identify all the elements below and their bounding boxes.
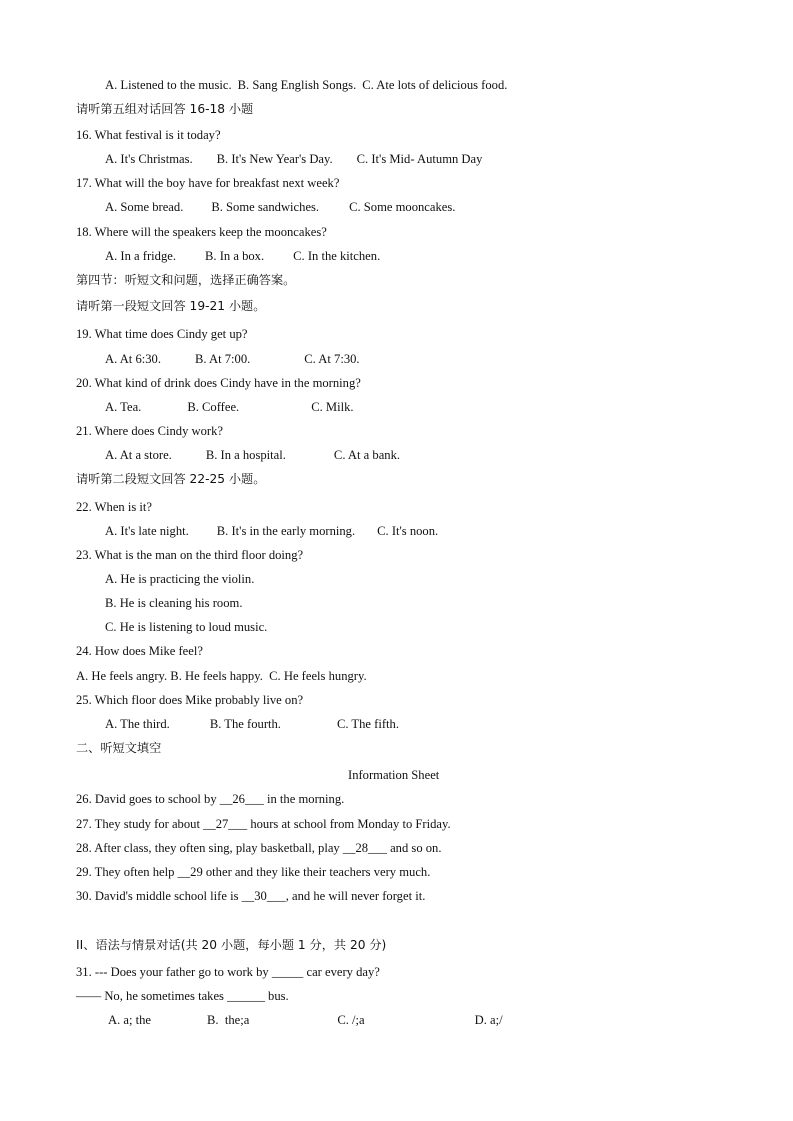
text-segment: __29 [177, 865, 203, 879]
text-segment: A. It's Christmas. [105, 152, 193, 166]
text-segment: 31. --- Does your father go to work by _____ car every day? [76, 965, 380, 979]
text-line [76, 127, 221, 143]
text-segment: C. Ate lots of delicious food. [362, 78, 508, 92]
text-segment: and so on. [386, 841, 442, 855]
text-segment: 第四节：听短文和问题，选择正确答案。 [76, 273, 296, 287]
text-segment: 27. They study for about [76, 817, 204, 831]
text-segment: 16. What festival is it today? [76, 128, 221, 142]
text-segment: A. He feels angry. B. He feels happy. C. He feels hungry. [76, 669, 367, 683]
text-segment: 29. They often help [76, 865, 178, 879]
text-line [76, 272, 295, 288]
text-segment: 24. How does Mike feel? [76, 644, 203, 658]
text-line [76, 298, 265, 314]
text-segment: C. It's noon. [377, 524, 439, 538]
text-line [76, 937, 386, 953]
text-segment: B. At 7:00. [194, 352, 251, 366]
text-line [76, 499, 152, 515]
text-segment: , and he will never forget it. [285, 889, 426, 903]
text-line [76, 740, 161, 756]
text-line [105, 619, 267, 635]
text-line [105, 248, 380, 264]
text-segment: A. He is practicing the violin. [105, 572, 255, 586]
text-segment: 21. Where does Cindy work? [76, 424, 224, 438]
text-line [76, 375, 361, 391]
text-line [105, 77, 507, 93]
text-line [76, 988, 289, 1004]
text-segment: B. He is cleaning his room. [105, 596, 243, 610]
text-segment: 26. David goes to school by [76, 792, 220, 806]
text-line [76, 864, 430, 880]
text-segment: C. /;a [337, 1013, 365, 1027]
text-line [105, 399, 354, 415]
text-segment: 二、听短文填空 [76, 741, 162, 755]
text-segment: 17. What will the boy have for breakfast next week? [76, 176, 340, 190]
text-line [76, 175, 339, 191]
text-segment: __27___ [203, 817, 248, 831]
text-line [105, 447, 400, 463]
text-line [105, 523, 438, 539]
text-segment: B. It's in the early morning. [216, 524, 356, 538]
text-line [76, 547, 303, 563]
text-segment: 23. What is the man on the third floor doing? [76, 548, 304, 562]
text-segment: A. Tea. [105, 400, 142, 414]
text-line [105, 199, 455, 215]
text-line [108, 1012, 503, 1028]
text-segment: B. Sang English Songs. [237, 78, 357, 92]
text-segment: __28___ [342, 841, 387, 855]
text-segment: A. Listened to the music. [105, 78, 232, 92]
text-line [76, 668, 367, 684]
text-segment: C. It's Mid- Autumn Day [356, 152, 483, 166]
text-segment: B. In a hospital. [205, 448, 286, 462]
text-line [76, 471, 265, 487]
text-segment: A. At 6:30. [105, 352, 161, 366]
text-segment: 30. David's middle school life is [76, 889, 242, 903]
text-segment: B. It's New Year's Day. [216, 152, 333, 166]
text-segment: C. Milk. [311, 400, 354, 414]
text-segment: A. Some bread. [105, 200, 184, 214]
text-line [105, 571, 254, 587]
text-segment: C. Some mooncakes. [349, 200, 456, 214]
text-segment: 请听第二段短文回答 22-25 小题。 [76, 472, 266, 486]
text-segment: __26___ [219, 792, 264, 806]
text-line [76, 816, 451, 832]
text-line [76, 888, 425, 904]
text-line [105, 151, 482, 167]
text-segment: C. At a bank. [333, 448, 401, 462]
text-segment: 请听第五组对话回答 16-18 小题 [76, 102, 254, 116]
text-segment: other and they like their teachers very much. [202, 865, 431, 879]
text-segment: —— No, he sometimes takes ______ bus. [76, 989, 289, 1003]
text-segment: 18. Where will the speakers keep the mooncakes? [76, 225, 327, 239]
text-segment: B. the;a [207, 1013, 250, 1027]
text-segment: __30___ [241, 889, 286, 903]
text-line [76, 643, 203, 659]
text-line [105, 351, 360, 367]
text-segment: Information Sheet [348, 768, 440, 782]
text-segment: B. Some sandwiches. [211, 200, 320, 214]
text-segment: 25. Which floor does Mike probably live on? [76, 693, 304, 707]
text-line [76, 326, 248, 342]
text-segment: 28. After class, they often sing, play basketball, play [76, 841, 343, 855]
text-segment: C. He is listening to loud music. [105, 620, 268, 634]
text-segment: D. a;/ [474, 1013, 503, 1027]
text-segment: 20. What kind of drink does Cindy have in the morning? [76, 376, 361, 390]
text-line [76, 101, 253, 117]
text-segment: C. In the kitchen. [293, 249, 381, 263]
text-segment: hours at school from Monday to Friday. [247, 817, 451, 831]
text-segment: A. At a store. [105, 448, 172, 462]
text-line [348, 767, 439, 783]
text-segment: B. In a box. [205, 249, 265, 263]
text-segment: A. In a fridge. [105, 249, 176, 263]
text-segment: C. At 7:30. [304, 352, 360, 366]
text-segment: A. a; the [108, 1013, 152, 1027]
text-segment: 19. What time does Cindy get up? [76, 327, 248, 341]
text-segment: B. The fourth. [209, 717, 281, 731]
text-segment: II、语法与情景对话(共 20 小题，每小题 1 分，共 20 分) [76, 938, 387, 952]
text-line [105, 595, 242, 611]
text-line [76, 423, 223, 439]
text-segment: in the morning. [263, 792, 345, 806]
text-segment: A. The third. [105, 717, 170, 731]
text-segment: A. It's late night. [105, 524, 189, 538]
text-segment: 请听第一段短文回答 19-21 小题。 [76, 299, 266, 313]
text-segment: B. Coffee. [187, 400, 240, 414]
text-line [76, 692, 303, 708]
text-line [76, 224, 327, 240]
text-segment: C. The fifth. [336, 717, 399, 731]
text-line [105, 716, 399, 732]
text-line [76, 791, 344, 807]
text-segment: 22. When is it? [76, 500, 153, 514]
text-line [76, 840, 442, 856]
text-line [76, 964, 380, 980]
